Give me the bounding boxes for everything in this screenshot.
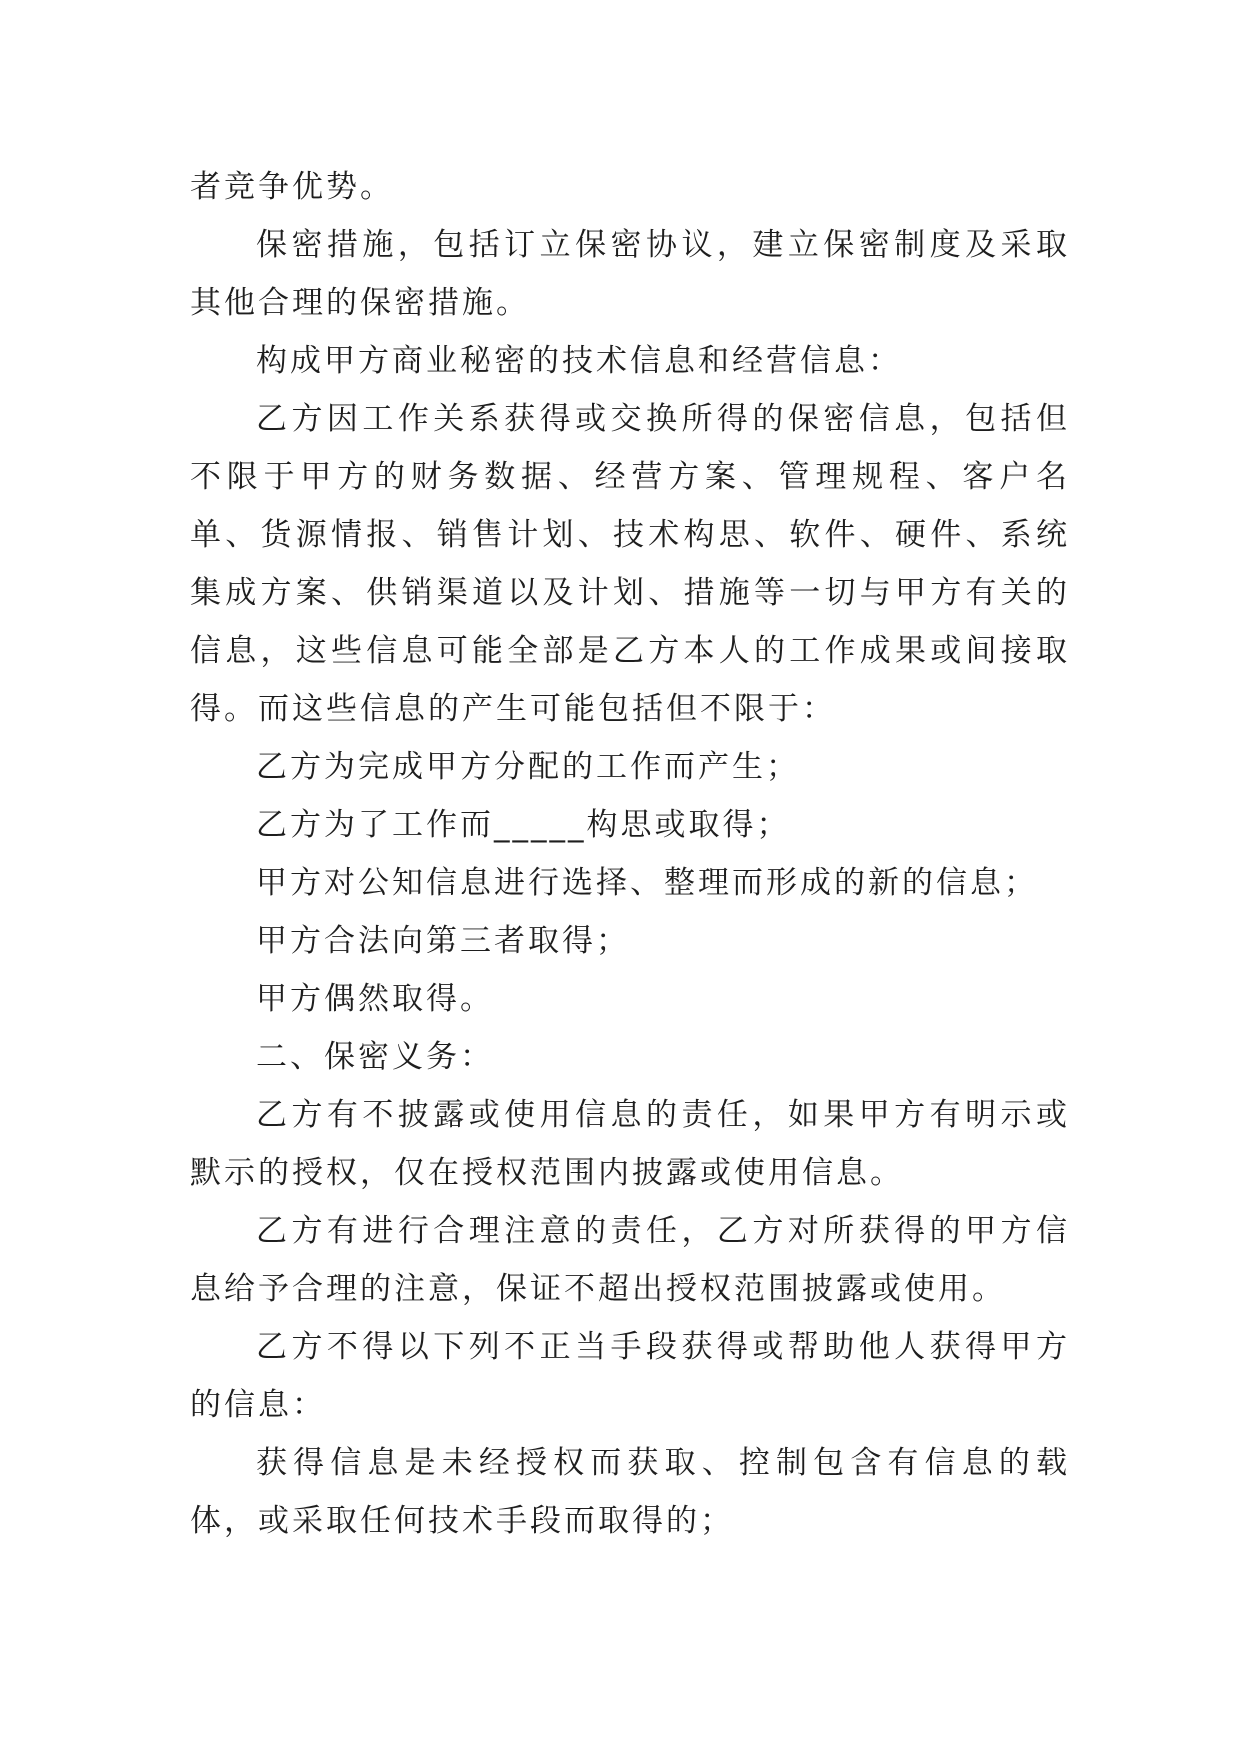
paragraph: 乙方因工作关系获得或交换所得的保密信息，包括但不限于甲方的财务数据、经营方案、管理规程、客户名单、货源情报、销售计划、技术构思、软件、硬件、系统集成方案、供销渠道以及计划、措施等一切与甲方有关的信息，这些信息可能全部是乙方本人的工作成果或间接取得。而这些信息的产生可能包括但不限于： xyxy=(190,401,1070,727)
paragraph: 甲方偶然取得。 xyxy=(256,981,494,1017)
paragraph: 构成甲方商业秘密的技术信息和经营信息： xyxy=(256,343,902,379)
paragraph: 乙方有不披露或使用信息的责任，如果甲方有明示或默示的授权，仅在授权范围内披露或使用信息。 xyxy=(190,1097,1070,1191)
paragraph: 乙方不得以下列不正当手段获得或帮助他人获得甲方的信息： xyxy=(190,1329,1070,1423)
section-heading: 二、保密义务： xyxy=(256,1039,494,1075)
paragraph: 甲方合法向第三者取得； xyxy=(256,923,630,959)
paragraph: 甲方对公知信息进行选择、整理而形成的新的信息； xyxy=(256,865,1038,901)
paragraph: 获得信息是未经授权而获取、控制包含有信息的载体，或采取任何技术手段而取得的； xyxy=(190,1445,1070,1539)
paragraph: 保密措施，包括订立保密协议，建立保密制度及采取其他合理的保密措施。 xyxy=(190,227,1070,321)
document-body xyxy=(190,158,1070,1550)
paragraph: 者竞争优势。 xyxy=(190,169,394,205)
paragraph: 乙方为完成甲方分配的工作而产生； xyxy=(256,749,800,785)
paragraph: 乙方有进行合理注意的责任，乙方对所获得的甲方信息给予合理的注意，保证不超出授权范围披露或使用。 xyxy=(190,1213,1070,1307)
paragraph: 乙方为了工作而_____构思或取得； xyxy=(256,807,791,843)
